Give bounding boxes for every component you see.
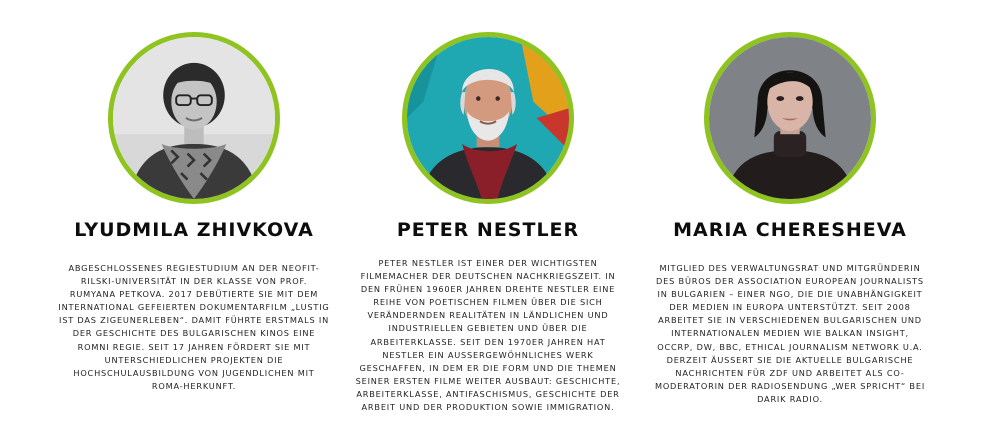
portrait-photo: [108, 32, 280, 204]
person-bio: PETER NESTLER IST EINER DER WICHTIGSTEN FILMEMACHER DER DEUTSCHEN NACHKRIEGSZEIT. IN DEN FRÜHEN 1960ER JAHREN DREHTE NESTLER EINE REIHE VON POETISCHEN FILMEN ÜBER DIE SICH VERÄNDERNDEN REALITÄTEN IN LÄNDLICHEN UND INDUSTRIELLEN GEBIETEN UND ÜBER DIE ARBEITERKLASSE. SEIT DEN 1970ER JAHREN HAT NESTLER EIN AUSSERGEWÖHNLICHES WERK GESCHAFFEN, IN DEM ER DIE FORM UND DIE THEMEN SEINER ERSTEN FILME WEITER AUSBAUT: GESCHICHTE, ARBEITERKLASSE, ANTIFASCHISMUS, GESCHICHTE DER ARBEIT UND DER PRODUKTION SOWIE IMMIGRATION.: [355, 258, 621, 413]
portrait-photo: [704, 32, 876, 204]
person-bio: MITGLIED DES VERWALTUNGSRAT UND MITGRÜNDERIN DES BÜROS DER ASSOCIATION EUROPEAN JOURNALISTS IN BULGARIEN – EINER NGO, DIE DIE UNABHÄNGIGKEIT DER MEDIEN IN EUROPA UNTERSTÜTZT. SEIT 2008 ARBEITET SIE IN VERSCHIEDENEN BULGARISCHEN UND INTERNATIONALEN MEDIEN WIE BALKAN INSIGHT, OCCRP, DW, BBC, ETHICAL JOURNALISM NETWORK U.A. DERZEIT ÄUSSERT SIE DIE AKTUELLE BULGARISCHE NACHRICHTEN FÜR ZDF UND ARBEITET ALS CO-MODERATORIN DER RADIOSENDUNG „WER SPRICHT“ BEI DARIK RADIO.: [654, 263, 926, 404]
portrait-photo: [402, 32, 574, 204]
person-card-maria-cheresheva: [640, 0, 940, 427]
person-card-peter-nestler: [338, 0, 638, 427]
person-name: LYUDMILA ZHIVKOVA: [74, 219, 314, 241]
person-name: MARIA CHERESHEVA: [673, 219, 907, 241]
person-card-lyudmila-zhivkova: [44, 0, 344, 427]
person-bio: ABGESCHLOSSENES REGIESTUDIUM AN DER NEOFIT-RILSKI-UNIVERSITÄT IN DER KLASSE VON PROF. RUMYANA PETKOVA. 2017 DEBÜTIERTE SIE MIT DEM INTERNATIONAL GEFEIERTEN DOKUMENTARFILM „LUSTIG IST DAS ZIGEUNERLEBEN“. DAMIT FÜHRTE ERSTMALS IN DER GESCHICHTE DES BULGARISCHEN KINOS EINE ROMNI REGIE. SEIT 17 JAHREN FÖRDERT SIE MIT UNTERSCHIEDLICHEN PROJEKTEN DIE HOCHSCHULAUSBILDUNG VON JUGENDLICHEN MIT ROMA-HERKUNFT.: [58, 263, 330, 391]
person-name: PETER NESTLER: [396, 219, 580, 241]
